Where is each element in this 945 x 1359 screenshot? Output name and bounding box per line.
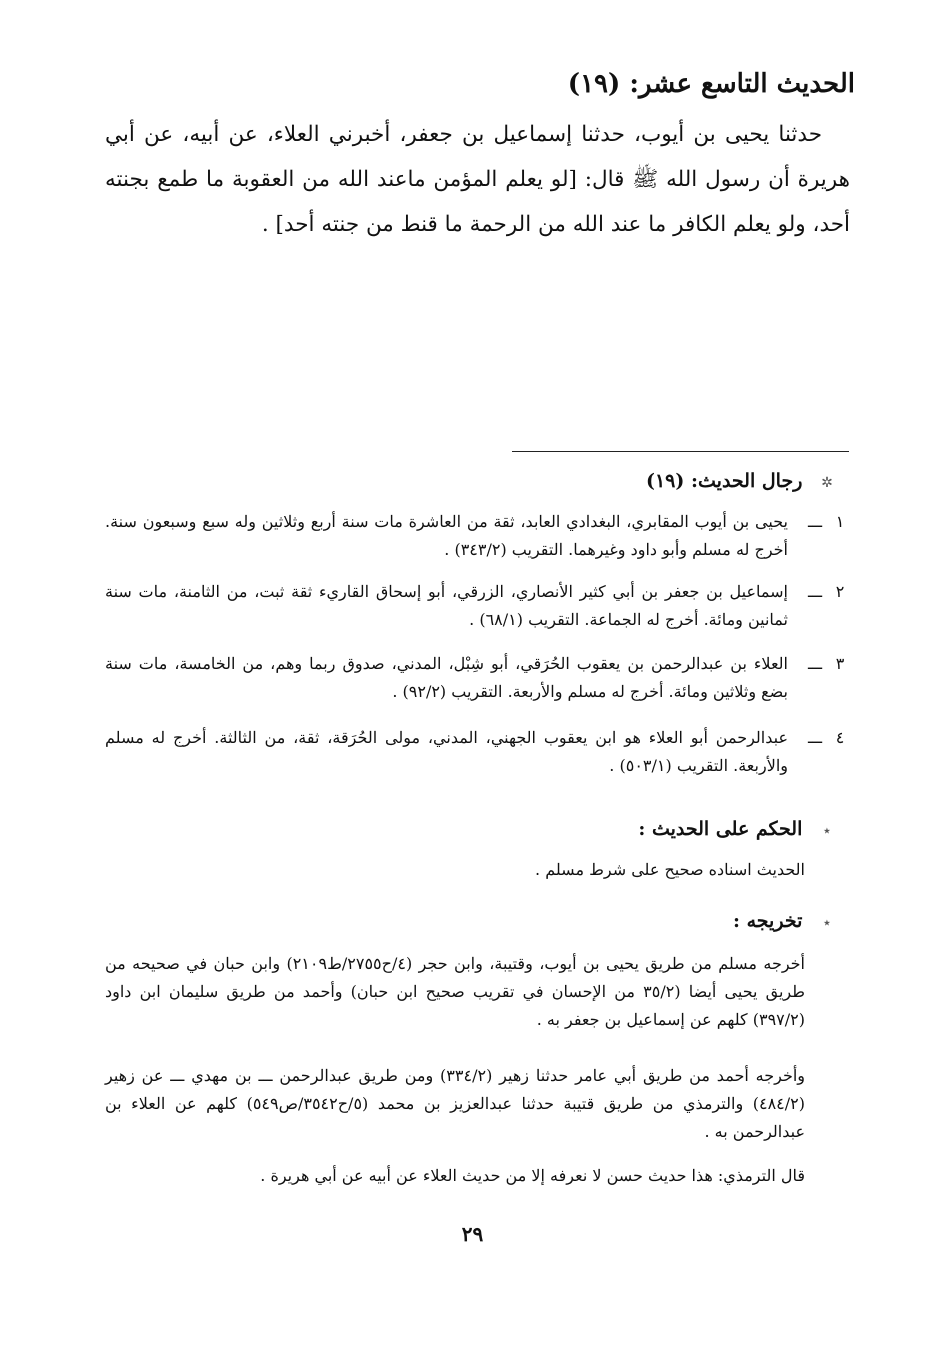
narrators-heading-label: رجال الحديث: (١٩) bbox=[645, 470, 803, 492]
narrator-item bbox=[105, 724, 850, 780]
star-icon: ✲ bbox=[821, 475, 833, 491]
takhrij-heading bbox=[105, 906, 845, 938]
ruling-heading-label: الحكم على الحديث : bbox=[638, 818, 803, 840]
hadith-text: حدثنا يحيى بن أيوب، حدثنا إسماعيل بن جعفر، أخبرني العلاء، عن أبيه، عن أبي هريرة أن رسول الله ﷺ قال: [لو يعلم المؤمن ماعند الله من العقوبة ما طمع بجنته أحد، ولو يعلم الكافر ما عند الله من الرحمة ما قنط من جنته أحد] . bbox=[105, 122, 850, 237]
narrators-heading bbox=[105, 466, 845, 498]
ruling-heading bbox=[105, 814, 845, 846]
narrator-text: العلاء بن عبدالرحمن بن يعقوب الحُرَقي، أبو شِبْل، المدني، صدوق ربما وهم، من الخامسة، مات سنة بضع وثلاثين ومائة. أخرج له مسلم والأربعة. التقريب (٩٢/٢) . bbox=[105, 654, 788, 701]
narrator-text: عبدالرحمن أبو العلاء هو ابن يعقوب الجهني، المدني، مولى الحُرَقة، ثقة، من الثالثة. أخرج له مسلم والأربعة. التقريب (٥٠٣/١) . bbox=[105, 728, 789, 775]
narrator-number: ٤ bbox=[835, 728, 845, 747]
narrator-item bbox=[105, 508, 850, 564]
narrator-number: ١ bbox=[835, 512, 845, 531]
takhrij-paragraph: وأخرجه أحمد من طريق أبي عامر حدثنا زهير (٣٣٤/٢) ومن طريق عبدالرحمن ـــ بن مهدي ـــ عن زهير (٤٨٤/٢) والترمذي من طريق قتيبة حدثنا عبدالعزيز بن محمد (٥/ح٣٥٤٢/ص٥٤٩) كلهم عن العلاء بن عبدالرحمن به . bbox=[105, 1066, 806, 1141]
footnote-divider bbox=[512, 451, 849, 452]
takhrij-heading-label: تخريجه : bbox=[732, 910, 803, 932]
narrator-item bbox=[105, 578, 850, 634]
page-number: ٢٩ bbox=[461, 1222, 484, 1246]
star-icon: ٭ bbox=[823, 915, 831, 931]
narrator-number: ٣ bbox=[835, 654, 845, 673]
narrator-text: إسماعيل بن جعفر بن أبي كثير الأنصاري، الزرقي، أبو إسحاق القاريء ثقة ثبت، من الثامنة، مات سنة ثمانين ومائة. أخرج له الجماعة. التقريب (٦٨/١) . bbox=[105, 582, 788, 629]
takhrij-paragraph: قال الترمذي: هذا حديث حسن لا نعرفه إلا من حديث العلاء عن أبيه عن أبي هريرة . bbox=[260, 1166, 805, 1185]
narrator-text: يحيى بن أيوب المقابري، البغدادي العابد، ثقة من العاشرة مات سنة أربع وثلاثين وله سبع وسبعون سنة. أخرج له مسلم وأبو داود وغيرهما. التقريب (٣٤٣/٢) . bbox=[105, 512, 788, 559]
star-icon: ٭ bbox=[823, 823, 831, 839]
page-title: الحديث التاسع عشر: (١٩) bbox=[567, 69, 855, 99]
takhrij-paragraph: أخرجه مسلم من طريق يحيى بن أيوب، وقتيبة، وابن حجر (٤/ح٢٧٥٥/ط٢١٠٩) وابن حبان في صحيحه من طريق يحيى أيضا (٣٥/٢ من الإحسان في تقريب صحيح ابن حبان) وأحمد من طريق سليمان ابن داود (٣٩٧/٢) كلهم عن إسماعيل بن جعفر به . bbox=[105, 954, 805, 1029]
narrator-number: ٢ bbox=[835, 582, 845, 601]
narrator-dash: ـــ bbox=[807, 582, 823, 601]
narrator-dash: ـــ bbox=[807, 728, 823, 747]
narrator-dash: ـــ bbox=[807, 512, 823, 531]
narrator-item bbox=[105, 650, 850, 706]
narrator-dash: ـــ bbox=[807, 654, 823, 673]
ruling-text: الحديث اسناده صحيح على شرط مسلم . bbox=[535, 860, 805, 879]
